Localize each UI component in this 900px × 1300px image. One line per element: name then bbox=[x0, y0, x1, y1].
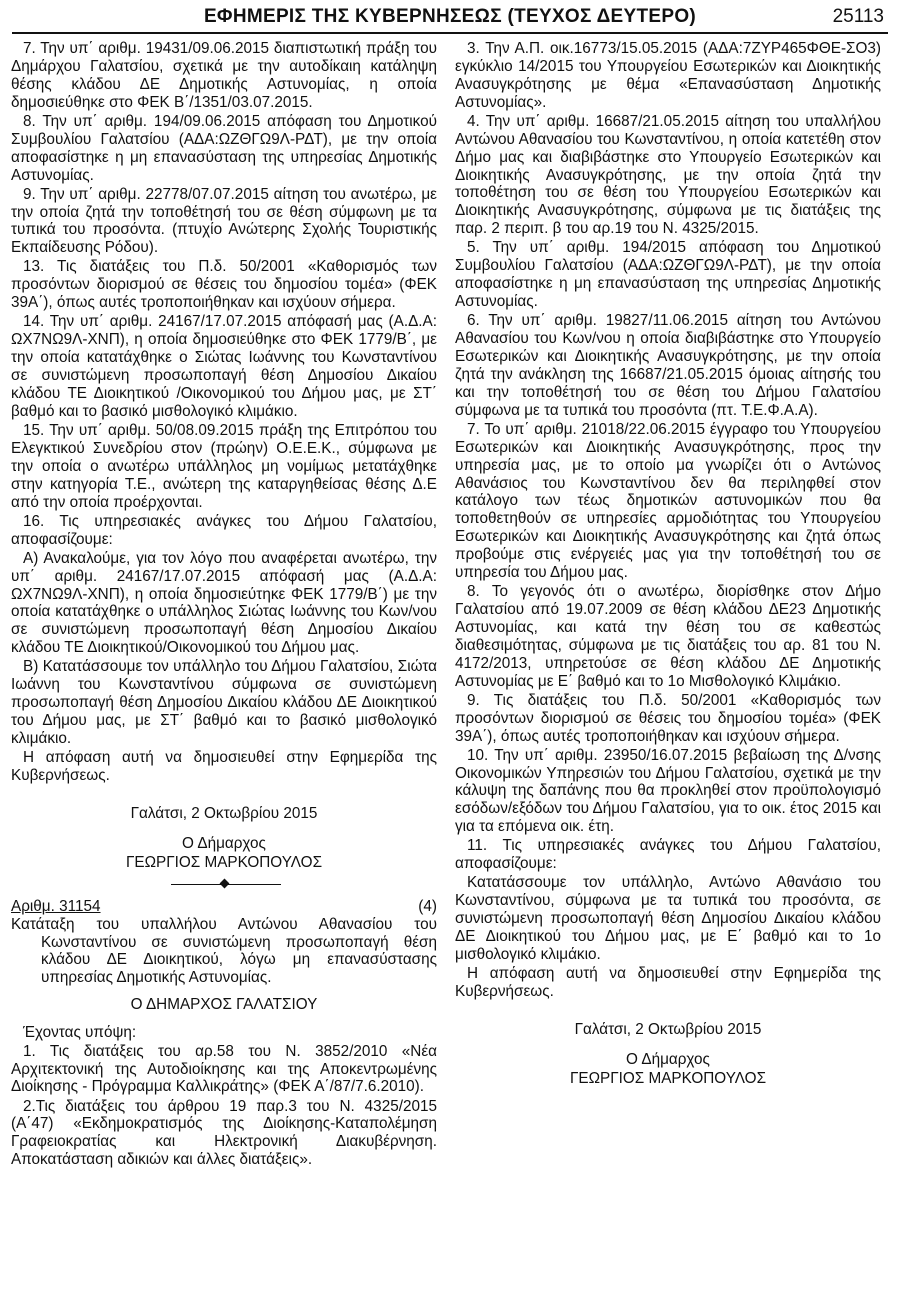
signature-name: ΓΕΩΡΓΙΟΣ ΜΑΡΚΟΠΟΥΛΟΣ bbox=[125, 853, 323, 871]
decision-heading bbox=[11, 898, 437, 916]
paragraph: Η απόφαση αυτή να δημοσιευθεί στην Εφημερίδα της Κυβερνήσεως. bbox=[11, 749, 437, 784]
signature-place-date: Γαλάτσι, 2 Οκτωβρίου 2015 bbox=[130, 804, 318, 822]
paragraph: 13. Τις διατάξεις του Π.δ. 50/2001 «Καθορισμός των προσόντων διορισμού σε θέσεις του δημοσίου τομέα» (ΦΕΚ 39Α΄), όπως αυτές τροποποιήθηκαν και ισχύουν σήμερα. bbox=[11, 258, 437, 312]
paragraph: 10. Την υπ΄ αριθμ. 23950/16.07.2015 βεβαίωση της Δ/νσης Οικονομικών Υπηρεσιών του Δήμου Γαλατσίου, σχετικά με την κάλυψη της δαπάνης που θα προκληθεί στον προϋπολογισμό εσόδων/εξόδων του Δήμου Γαλατσίου, για το οικ. έτος 2015 και για τα επόμενα οικ. έτη. bbox=[455, 746, 881, 836]
gazette-title: ΕΦΗΜΕΡΙΣ ΤΗΣ ΚΥΒΕΡΝΗΣΕΩΣ (ΤΕΥΧΟΣ ΔΕΥΤΕΡΟ) bbox=[203, 6, 697, 27]
paragraph: 11. Τις υπηρεσιακές ανάγκες του Δήμου Γαλατσίου, αποφασίζουμε: bbox=[455, 837, 881, 873]
paragraph: Κατατάσσουμε τον υπάλληλο, Αντώνο Αθανάσιο του Κωνσταντίνου, σύμφωνα με τα τυπικά του προσόντα, σε συνιστώμενη προσωποπαγή θέση Δημοσίου Δικαίου κλάδου ΔΕ Διοικητικού του Δήμου μας, με Ε΄ βαθμό και το 1ο μισθολογικό κλιμάκιο. bbox=[455, 874, 881, 963]
paragraph: 7. Το υπ΄ αριθμ. 21018/22.06.2015 έγγραφο του Υπουργείου Εσωτερικών και Διοικητικής Ανασυγκρότησης, προς την υπηρεσία μας, με το οποίο μα γνωρίζει ότι ο Αντώνος Αθανάσιος του Κωνσταντίνου δεν θα περιληφθεί στον κατάλογο των τέως δημοτικών αστυνομικών που θα τοποθετηθούν σε υπηρεσίες αρμοδιότητας του Υπουργείου Εσωτερικών και Διοικητικής Ανασυγκρότησης και ζητά όπως προβούμε στις ενέργειές μας για την τοποθέτησή του σε υπηρεσία του Δήμου μας. bbox=[455, 420, 881, 582]
paragraph: 6. Την υπ΄ αριθμ. 19827/11.06.2015 αίτηση του Αντώνου Αθανασίου του Κων/νου η οποία διαβιβάστηκε στο Υπουργείο Εσωτερικών και Διοικητικής Ανασυγκρότησης, με την οποία ζητά την ανάκληση της 16687/21.05.2015 όμοιας αίτησής του και την τοποθέτησή του σε θέση του Δήμου Γαλατσίου σύμφωνα με τα τυπικά του προσόντα (πτ. Τ.Ε.Φ.Α.Α). bbox=[455, 312, 881, 419]
signature-place-date: Γαλάτσι, 2 Οκτωβρίου 2015 bbox=[574, 1020, 762, 1038]
decision-title: Κατάταξη του υπαλλήλου Αντώνου Αθανασίου του Κωνσταντίνου σε συνιστώμενη προσωποπαγή θέση κλάδου ΔΕ Διοικητικού, λόγω μη επανασύστασης υπηρεσίας Δημοτικής Αστυνομίας. bbox=[11, 915, 437, 987]
paragraph: Α) Ανακαλούμε, για τον λόγο που αναφέρεται ανωτέρω, την υπ΄ αριθμ. 24167/17.07.2015 απόφασή μας (Α.Δ.Α: ΩΧ7ΝΩ9Λ-ΧΝΠ), η οποία δημοσιεύτηκε ΦΕΚ 1779/Β΄) με την οποία κατατάχθηκε ο υπάλληλος Σιώτας Ιωάννης του Κων/νου σε συνιστώμενη προσωποπαγή θέση Δημοσίου Δικαίου κλάδου ΤΕ Διοικητικού/Οικονομικού του Δήμου μας. bbox=[11, 549, 437, 657]
paragraph: 8. Την υπ΄ αριθμ. 194/09.06.2015 απόφαση του Δημοτικού Συμβουλίου Γαλατσίου (ΑΔΑ:ΩΖΘΓΩ9Λ-ΡΔΤ), με την οποία αποφασίστηκε η μη επανασύσταση της υπηρεσίας Δημοτικής Αστυνομίας. bbox=[11, 112, 437, 184]
paragraph: 5. Την υπ΄ αριθμ. 194/2015 απόφαση του Δημοτικού Συμβουλίου Γαλατσίου (ΑΔΑ:ΩΖΘΓΩ9Λ-ΡΔΤ), με την οποία αποφασίστηκε η μη επανασύσταση της υπηρεσίας Δημοτικής Αστυνομίας. bbox=[455, 239, 881, 311]
paragraph: 2.Τις διατάξεις του άρθρου 19 παρ.3 του Ν. 4325/2015 (Α΄47) «Εκδημοκρατισμός της Διοίκησης-Καταπολέμηση Γραφειοκρατίας και Ηλεκτρονική Διακυβέρνηση. Αποκατάσταση αδικιών και άλλες διατάξεις». bbox=[11, 1097, 437, 1169]
paragraph: 1. Τις διατάξεις του αρ.58 του Ν. 3852/2010 «Νέα Αρχιτεκτονική της Αυτοδιοίκησης και της Αποκεντρωμένης Διοίκησης - Πρόγραμμα Καλλικράτης» (ΦΕΚ Α΄/87/7.6.2010). bbox=[11, 1042, 437, 1096]
signature-role: Ο Δήμαρχος bbox=[182, 834, 266, 852]
signature-role: Ο Δήμαρχος bbox=[626, 1050, 710, 1068]
section-divider bbox=[11, 876, 437, 894]
paragraph: 16. Τις υπηρεσιακές ανάγκες του Δήμου Γαλατσίου, αποφασίζουμε: bbox=[11, 512, 437, 548]
signature-name: ΓΕΩΡΓΙΟΣ ΜΑΡΚΟΠΟΥΛΟΣ bbox=[569, 1069, 767, 1087]
paragraph: 8. Το γεγονός ότι ο ανωτέρω, διορίσθηκε στον Δήμο Γαλατσίου από 19.07.2009 σε θέση κλάδου ΔΕ23 Δημοτικής Αστυνομίας, και κατά την θέση του σε καθεστώς διαθεσιμότητας, σύμφωνα με τις διατάξεις του αρ. 81 του Ν. 4172/2013, υπηρετούσε σε θέση κλάδου ΔΕ Δημοτικής Αστυνομίας με Ε΄ βαθμό και το 1ο Μισθολογικό Κλιμάκιο. bbox=[455, 583, 881, 690]
decision-authority: Ο ΔΗΜΑΡΧΟΣ ΓΑΛΑΤΣΙΟΥ bbox=[130, 996, 318, 1014]
paragraph: 9. Την υπ΄ αριθμ. 22778/07.07.2015 αίτηση του ανωτέρω, με την οποία ζητά την τοποθέτησή του σε θέση σύμφωνη με τα τυπικά του προσόντα. (πτυχίο Ανώτερης Σχολής Τουριστικής Εκπαίδευσης Ρόδου). bbox=[11, 185, 437, 257]
paragraph: 15. Την υπ΄ αριθμ. 50/08.09.2015 πράξη της Επιτρόπου του Ελεγκτικού Συνεδρίου στον (πρώην) Ο.Ε.Ε.Κ., σύμφωνα με την οποία ο ανωτέρω υπάλληλος μη νομίμως μετατάχθηκε στην κατηγορία Τ.Ε., ανώτερη της καταργηθείσας θέσης Δ.Ε από την οποία προέρχονται. bbox=[11, 421, 437, 511]
paragraph: 9. Τις διατάξεις του Π.δ. 50/2001 «Καθορισμός των προσόντων διορισμού σε θέσεις του δημοσίου τομέα» (ΦΕΚ 39Α΄), όπως αυτές τροποποιήθηκαν και ισχύουν σήμερα. bbox=[455, 691, 881, 745]
having-in-view: Έχοντας υπόψη: bbox=[23, 1023, 137, 1041]
paragraph: 7. Την υπ΄ αριθμ. 19431/09.06.2015 διαπιστωτική πράξη του Δημάρχου Γαλατσίου, σχετικά με την αυτοδίκαιη κατάληψη θέσης κλάδου ΔΕ Δημοτικής Αστυνομίας, η οποία δημοσιεύθηκε στο ΦΕΚ Β΄/1351/03.07.2015. bbox=[11, 40, 437, 111]
paragraph: 3. Την Α.Π. οικ.16773/15.05.2015 (ΑΔΑ:7ΖΥΡ465ΦΘΕ-ΣΟ3) εγκύκλιο 14/2015 του Υπουργείου Εσωτερικών και Διοικητικής Ανασυγκρότησης με θέμα «Επανασύσταση Δημοτικής Αστυνομίας». bbox=[455, 40, 881, 111]
paragraph: Η απόφαση αυτή να δημοσιευθεί στην Εφημερίδα της Κυβερνήσεως. bbox=[455, 965, 881, 1000]
diamond-icon bbox=[220, 878, 230, 888]
paragraph: Β) Κατατάσσουμε τον υπάλληλο του Δήμου Γαλατσίου, Σιώτα Ιωάννη του Κωνσταντίνου σύμφωνα σε συνιστώμενη προσωποπαγή θέση Δημοσίου Δικαίου κλάδου ΔΕ Διοικητικού του Δήμου μας, με ΣΤ΄ βαθμό και το βασικό μισθολογικό κλιμάκιο. bbox=[11, 658, 437, 747]
decision-sequence: (4) bbox=[418, 897, 437, 915]
page-number: 25113 bbox=[832, 6, 884, 27]
decision-number: Αριθμ. 31154 bbox=[11, 897, 101, 915]
page-header bbox=[12, 2, 888, 34]
paragraph: 4. Την υπ΄ αριθμ. 16687/21.05.2015 αίτηση του υπαλλήλου Αντώνου Αθανασίου του Κωνσταντίνου, η οποία κατετέθη στον Δήμο μας και διαβιβάστηκε στο Υπουργείο Εσωτερικών και Διοικητικής Ανασυγκρότησης, με την οποία ζητά την τοποθέτηση του σε θέση του Υπουργείου Εσωτερικών και Διοικητικής Ανασυγκρότησης, σύμφωνα με τις διατάξεις της παρ. 2 περιπ. β του αρ.19 του Ν. 4325/2015. bbox=[455, 112, 881, 238]
right-column bbox=[455, 40, 881, 1089]
left-column bbox=[11, 40, 437, 1170]
paragraph: 14. Την υπ΄ αριθμ. 24167/17.07.2015 απόφασή μας (Α.Δ.Α: ΩΧ7ΝΩ9Λ-ΧΝΠ), η οποία δημοσιεύθηκε στο ΦΕΚ 1779/Β΄, με την οποία κατατάχθηκε ο Σιώτας Ιωάννης του Κωνσταντίνου σε συνιστώμενη προσωποπαγή θέση Δημοσίου Δικαίου κλάδου ΤΕ Διοικητικού /Οικονομικού του Δήμου μας, με ΣΤ΄ βαθμό και το βασικό μισθολογικό κλιμάκιο. bbox=[11, 313, 437, 420]
